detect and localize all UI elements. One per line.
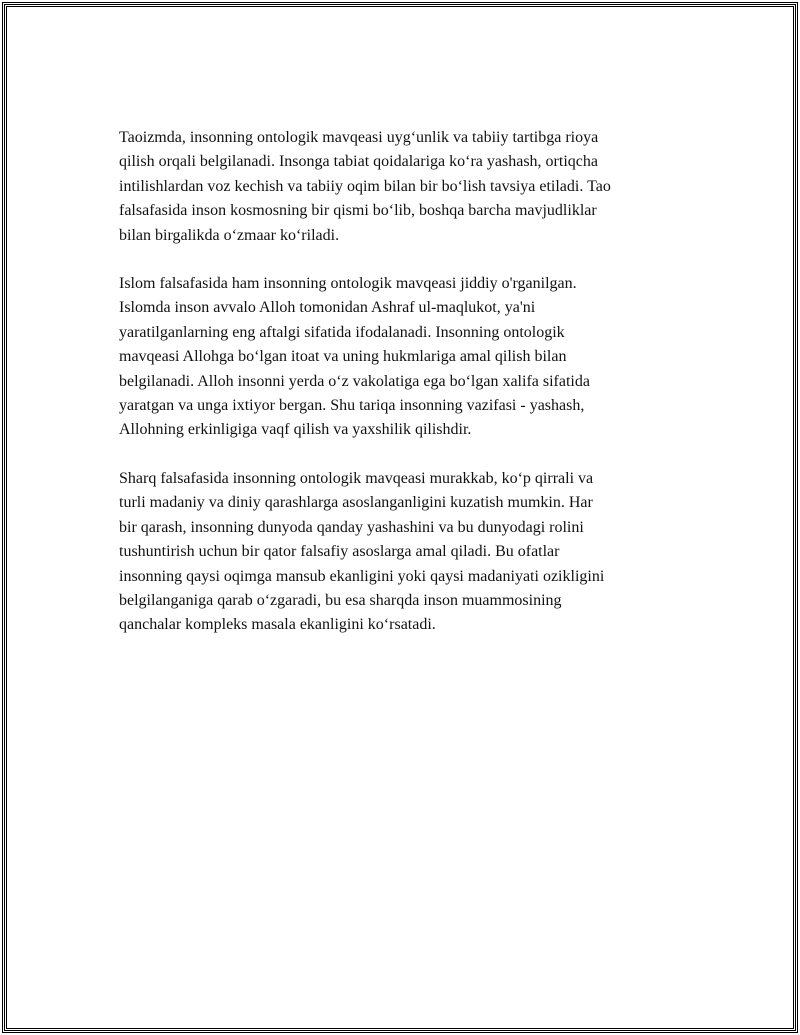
paragraph-eastern-philosophy [119, 467, 691, 638]
text-line: mavqeasi Allohga bo‘lgan itoat va uning hukmlariga amal qilish bilan [119, 348, 567, 366]
text-line: intilishlardan voz kechish va tabiiy oqim bilan bir bo‘lish tavsiya etiladi. Tao [119, 177, 611, 195]
paragraph-islam [119, 272, 691, 443]
text-line: qanchalar kompleks masala ekanligini ko‘rsatadi. [119, 616, 436, 634]
text-line: Sharq falsafasida insonning ontologik mavqeasi murakkab, ko‘p qirrali va [119, 469, 594, 487]
paragraph-taoism [119, 126, 691, 248]
page-border [4, 4, 796, 1031]
text-line: belgilanadi. Alloh insonni yerda o‘z vakolatiga ega bo‘lgan xalifa sifatida [119, 372, 590, 390]
text-line: yaratgan va unga ixtiyor bergan. Shu tariqa insonning vazifasi - yashash, [119, 397, 585, 415]
text-line: Taoizmda, insonning ontologik mavqeasi uyg‘unlik va tabiiy tartibga rioya [119, 129, 599, 146]
document-body [119, 126, 691, 662]
text-line: yaratilganlarning eng aftalgi sifatida ifodalanadi. Insonning ontologik [119, 323, 565, 341]
text-line: insonning qaysi oqimga mansub ekanligini yoki qaysi madaniyati ozikligini [119, 567, 605, 585]
text-line: belgilanganiga qarab o‘zgaradi, bu esa sharqda inson muammosining [119, 591, 562, 609]
text-line: falsafasida inson kosmosning bir qismi bo‘lib, boshqa barcha mavjudliklar [119, 202, 597, 220]
text-line: qilish orqali belgilanadi. Insonga tabiat qoidalariga ko‘ra yashash, ortiqcha [119, 153, 598, 171]
text-line: Allohning erkinligiga vaqf qilish va yaxshilik qilishdir. [119, 421, 472, 439]
text-line: tushuntirish uchun bir qator falsafiy asoslarga amal qiladi. Bu ofatlar [119, 543, 560, 561]
text-line: Islom falsafasida ham insonning ontologik mavqeasi jiddiy o'rganilgan. [119, 275, 577, 293]
text-line: turli madaniy va diniy qarashlarga asoslanganligini kuzatish mumkin. Har [119, 494, 593, 512]
text-line: bir qarash, insonning dunyoda qanday yashashini va bu dunyodagi rolini [119, 518, 584, 536]
text-line: Islomda inson avvalo Alloh tomonidan Ashraf ul-maqlukot, ya'ni [119, 299, 536, 317]
text-line: bilan birgalikda o‘zmaar ko‘riladi. [119, 226, 340, 244]
